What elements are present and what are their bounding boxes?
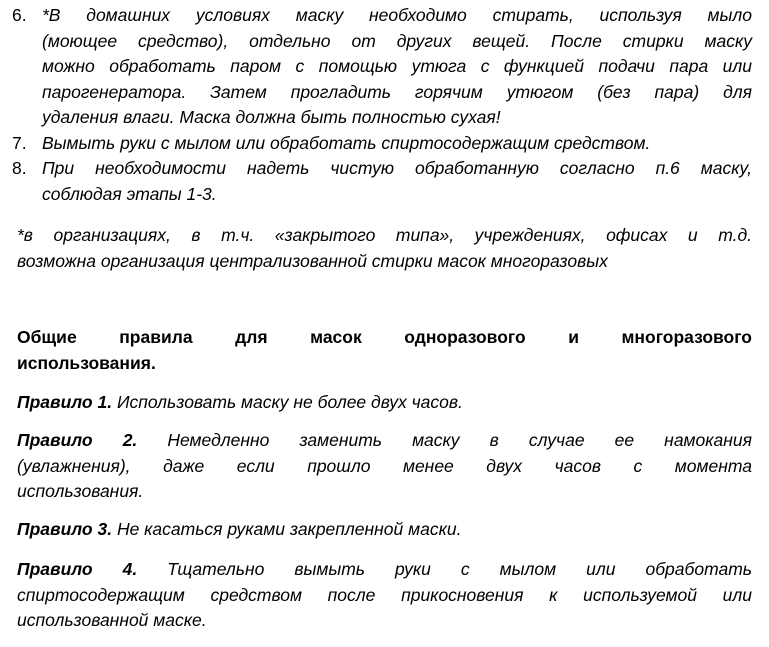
text-line: парогенератора. Затем прогладить горячим утюгом (без пара) для xyxy=(42,81,752,102)
text-line: использованной маске. xyxy=(17,610,207,630)
rule-label: Правило 3. xyxy=(17,519,113,539)
text-line: удаления влаги. Маска должна быть полностью сухая! xyxy=(42,107,501,127)
text-line xyxy=(17,390,752,416)
numbered-list xyxy=(12,3,752,207)
list-item-7 xyxy=(12,131,752,157)
text-line: использования. xyxy=(17,481,144,501)
list-number: 7. xyxy=(12,132,27,153)
section-heading xyxy=(17,325,752,376)
rule-text: Использовать маску не более двух часов. xyxy=(112,392,463,412)
text-line: возможна организация централизованной стирки масок многоразовых xyxy=(17,250,608,271)
list-number: 8. xyxy=(12,158,27,178)
text-line: *в организациях, в т.ч. «закрытого типа», учреждениях, офисах и т.д. xyxy=(17,225,752,245)
text-line: можно обработать паром с помощью утюга с функцией подачи пара или xyxy=(42,56,752,76)
text-line xyxy=(17,428,752,454)
list-item-6 xyxy=(12,3,752,131)
text-line: (увлажнения), даже если прошло менее двух часов с момента xyxy=(17,455,752,476)
list-item-text xyxy=(42,3,752,131)
text-line: соблюдая этапы 1-3. xyxy=(42,183,217,204)
rule-text: Немедленно заменить маску в случае ее намокания xyxy=(137,430,752,450)
rule-label: Правило 1. xyxy=(17,392,113,412)
rule-label: Правило 4. xyxy=(17,559,138,579)
text-line: спиртосодержащим средством после прикосновения к используемой или xyxy=(17,584,752,605)
list-number: 6. xyxy=(12,5,27,25)
list-item-8 xyxy=(12,156,752,207)
text-line: При необходимости надеть чистую обработанную согласно п.6 маску, xyxy=(42,158,752,178)
rule-2 xyxy=(17,428,752,505)
text-line: (моющее средство), отдельно от других вещей. После стирки маску xyxy=(42,30,752,51)
rule-4 xyxy=(17,557,752,634)
rule-3 xyxy=(17,517,752,543)
rule-label: Правило 2. xyxy=(17,430,138,450)
rule-text: Не касаться руками закрепленной маски. xyxy=(112,519,462,539)
text-line xyxy=(17,557,752,583)
footnote xyxy=(17,223,752,274)
rule-text: Тщательно вымыть руки с мылом или обработать xyxy=(137,559,752,579)
text-line: Вымыть руки с мылом или обработать спиртосодержащим средством. xyxy=(42,132,651,153)
list-item-text xyxy=(42,156,752,207)
text-line: *В домашних условиях маску необходимо стирать, используя мыло xyxy=(42,5,752,25)
text-line xyxy=(17,517,752,543)
rule-1 xyxy=(17,390,752,416)
text-line: использования. xyxy=(17,352,156,373)
list-item-text xyxy=(42,131,752,157)
text-line: Общие правила для масок одноразового и многоразового xyxy=(17,327,752,347)
